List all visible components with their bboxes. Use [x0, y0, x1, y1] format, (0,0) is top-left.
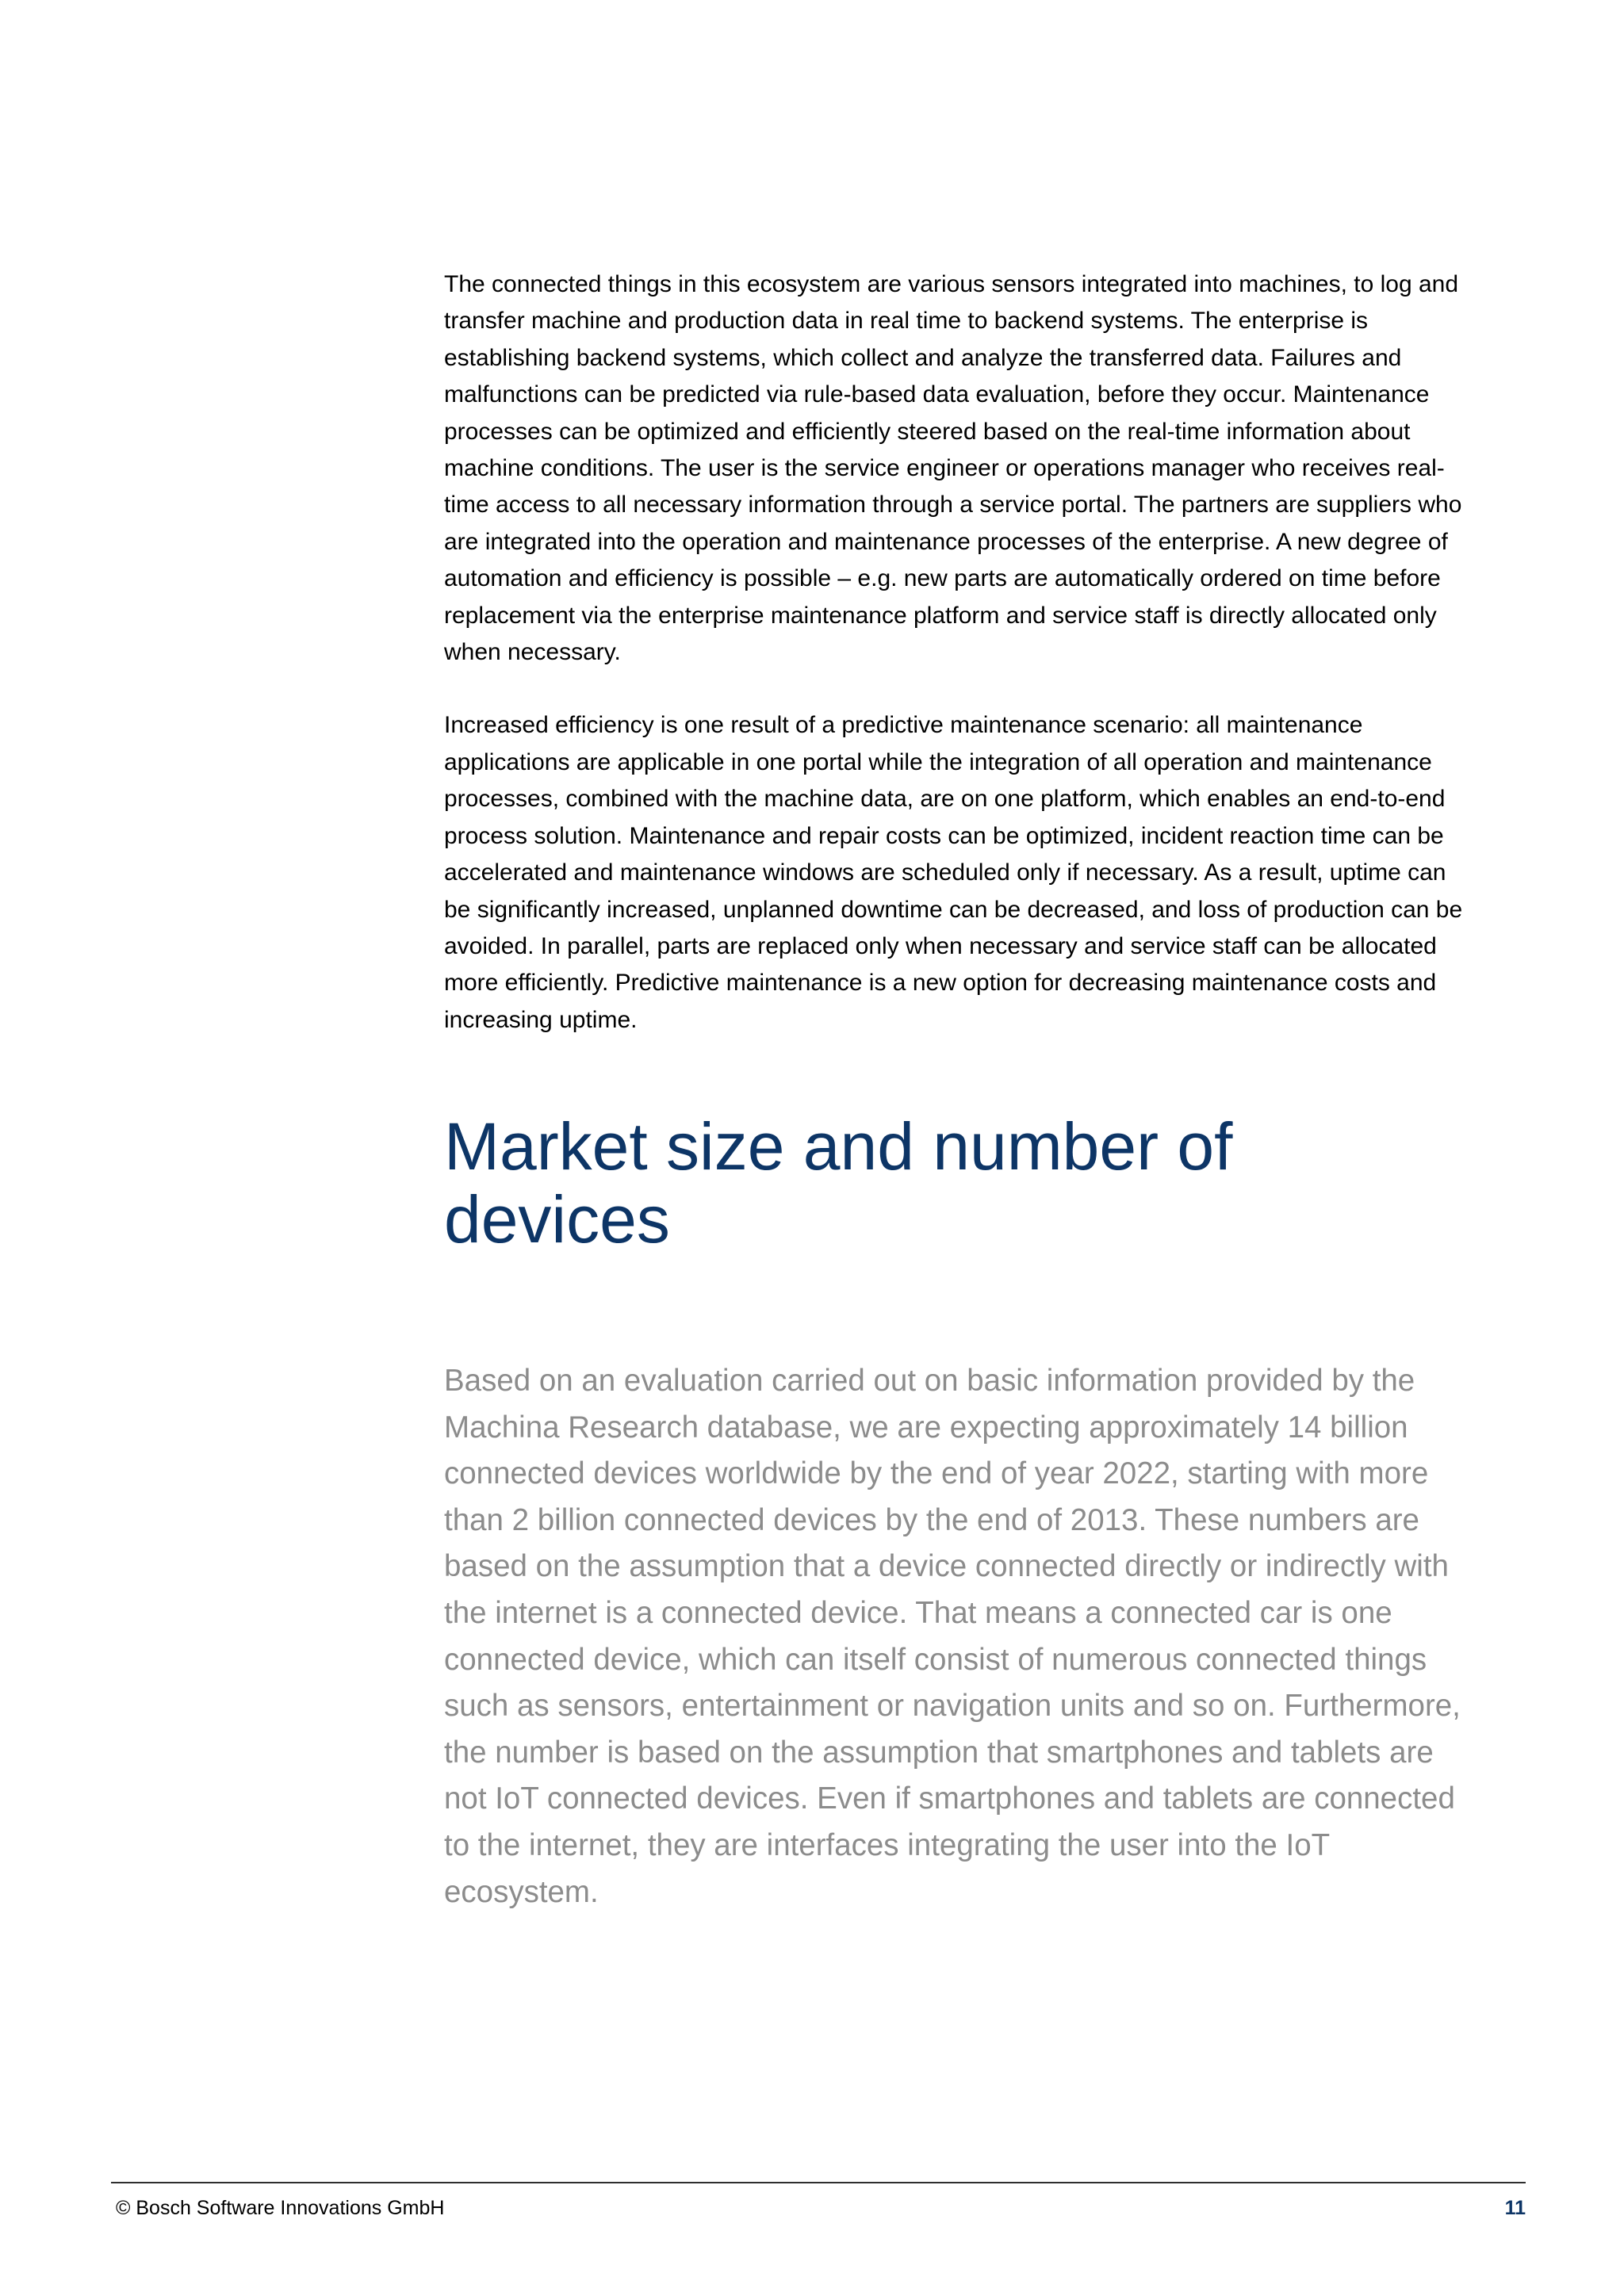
footer-divider — [111, 2182, 1526, 2183]
body-text-block — [444, 266, 1467, 1039]
body-paragraph-2: Increased efficiency is one result of a predictive maintenance scenario: all maintenance applications are applicable in one portal while the integration of all operation and maintenance processes, combined with the machine data, are on one platform, which enables an end-to-end process solution. Maintenance and repair costs can be optimized, incident reaction time can be accelerated and maintenance windows are scheduled only if necessary. As a result, uptime can be significantly increased, unplanned downtime can be decreased, and loss of production can be avoided. In parallel, parts are replaced only when necessary and service staff can be allocated more efficiently. Predictive maintenance is a new option for decreasing maintenance costs and increasing uptime. — [444, 712, 1463, 1033]
section-intro-paragraph: Based on an evaluation carried out on basic information provided by the Machina Research database, we are expecting approximately 14 billion connected devices worldwide by the end of year 2022, starting with more than 2 billion connected devices by the end of 2013. These numbers are based on the assumption that a device connected directly or indirectly with the internet is a connected device. That means a connected car is one connected device, which can itself consist of numerous connected things such as sensors, entertainment or navigation units and so on. Furthermore, the number is based on the assumption that smartphones and tablets are not IoT connected devices. Even if smartphones and tablets are connected to the internet, they are interfaces integrating the user into the IoT ecosystem. — [444, 1364, 1461, 1909]
section-heading: Market size and number of devices — [444, 1109, 1233, 1257]
page-number: 11 — [1504, 2197, 1526, 2219]
body-paragraph-1: The connected things in this ecosystem are various sensors integrated into machines, to log and transfer machine and production data in real time to backend systems. The enterprise is establishing backend systems, which collect and analyze the transferred data. Failures and malfunctions can be predicted via rule-based data evaluation, before they occur. Maintenance processes can be optimized and efficiently steered based on the real-time information about machine conditions. The user is the service engineer or operations manager who receives real-time access to all necessary information through a service portal. The partners are suppliers who are integrated into the operation and maintenance processes of the enterprise. A new degree of automation and efficiency is possible – e.g. new parts are automatically ordered on time before replacement via the enterprise maintenance platform and service staff is directly allocated only when necessary. — [444, 271, 1462, 666]
footer-copyright: © Bosch Software Innovations GmbH — [116, 2197, 445, 2219]
